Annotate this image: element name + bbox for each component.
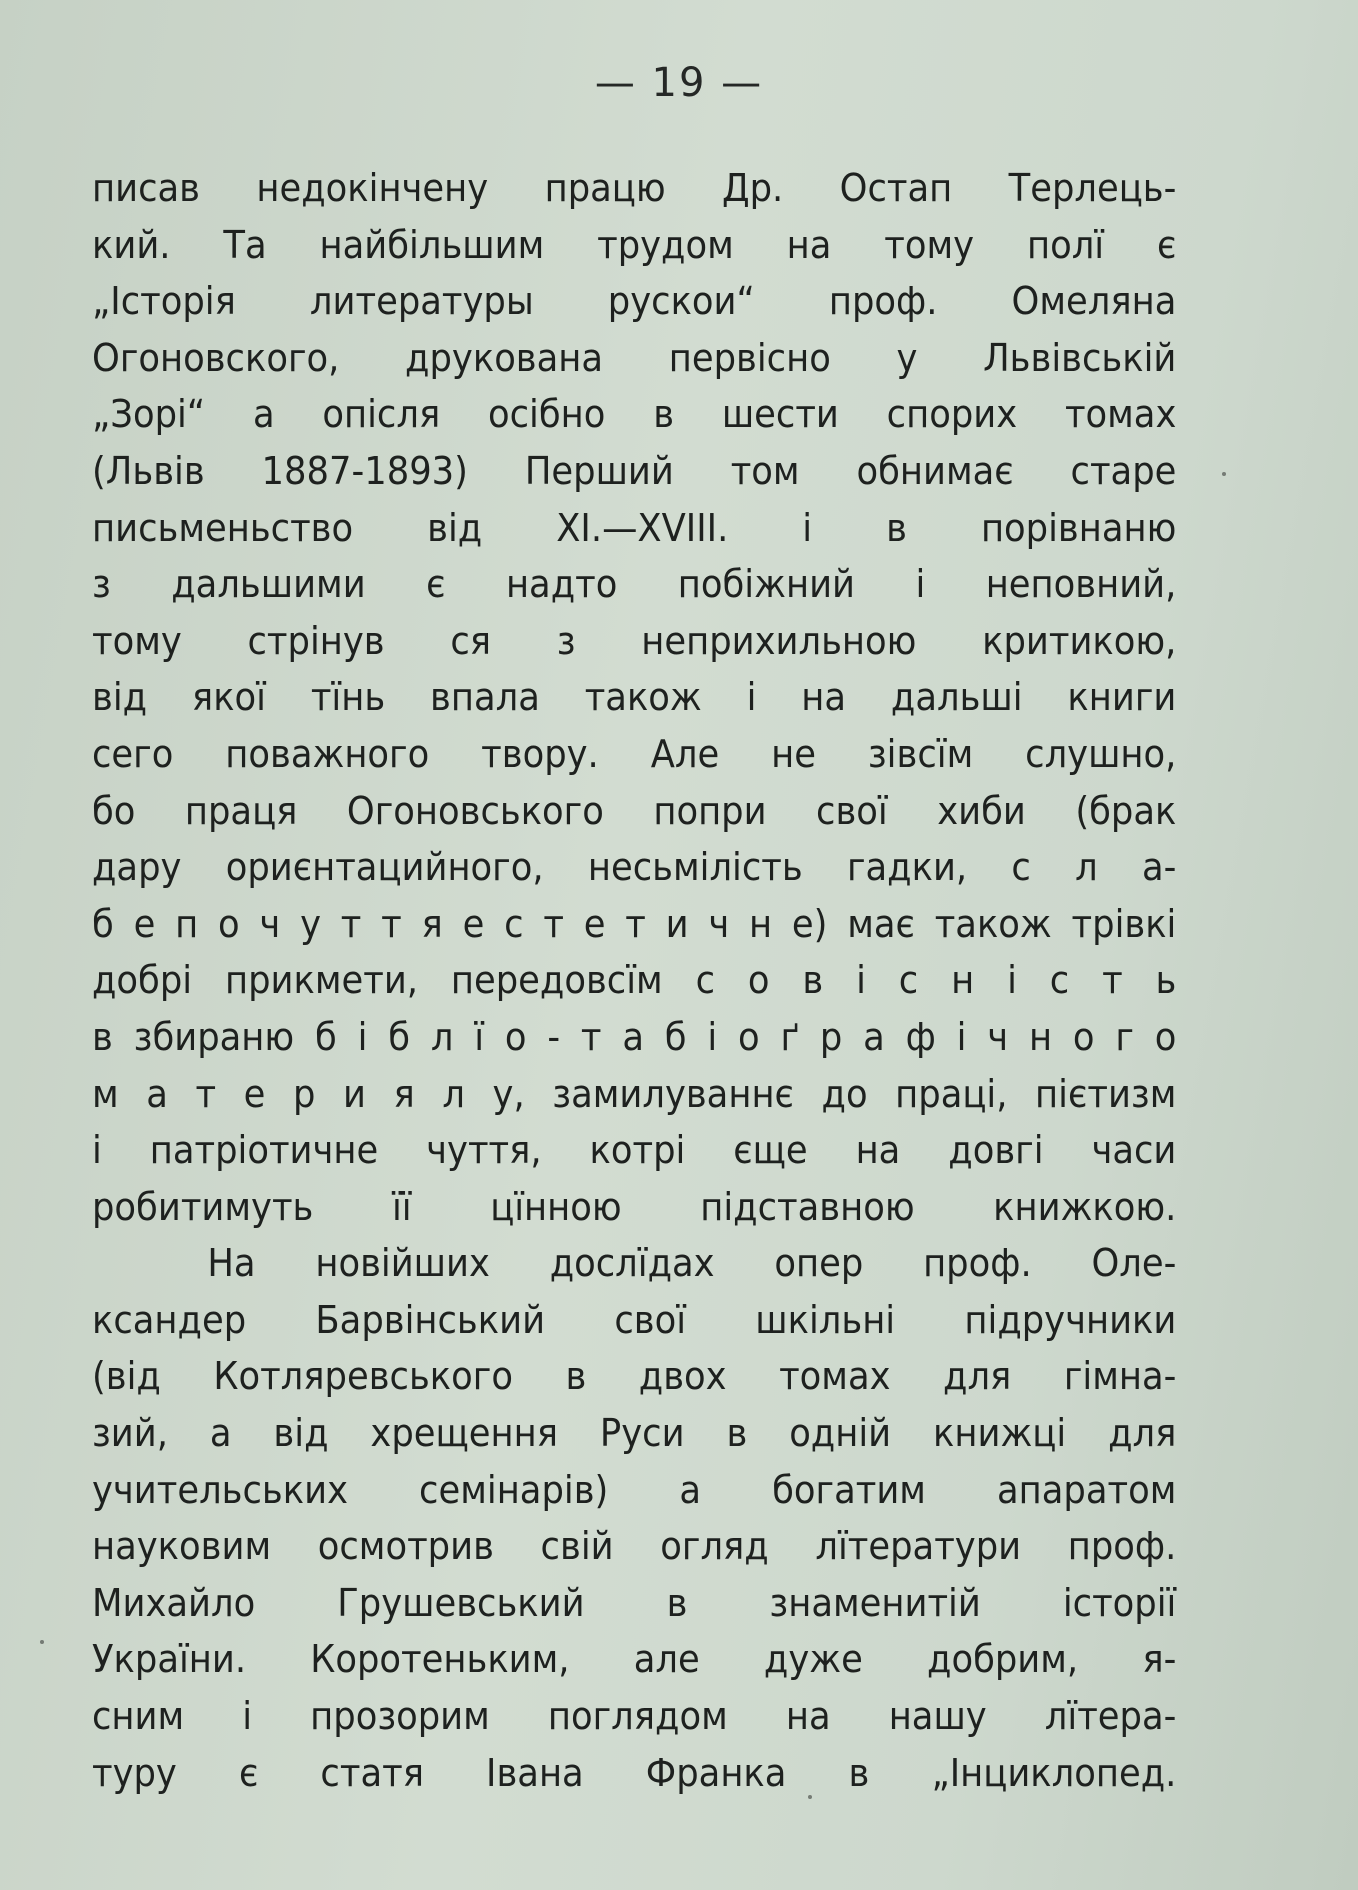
text-line: м а т е р и я л у, замилуваннє до праці, пієтизм — [92, 1071, 1177, 1116]
text-line: писав недокінчену працю Др. Остап Терлець- — [92, 166, 1177, 210]
text-line: робитимуть її цїнною підставною книжкою. — [92, 1184, 1177, 1229]
text-line: ксандер Барвінський свої шкільні підручники — [92, 1297, 1177, 1342]
text-line: України. Коротеньким, але дуже добрим, я- — [92, 1637, 1177, 1682]
text-line: (Львів 1887-1893) Перший том обнимає старе — [92, 448, 1177, 493]
text-line: від якої тїнь впала також і на дальші книги — [92, 675, 1177, 720]
text-line: Михайло Грушевський в знаменитій історії — [92, 1580, 1177, 1625]
paper-speck — [1222, 472, 1226, 476]
text-line: кий. Та найбільшим трудом на тому полї є — [92, 222, 1177, 267]
text-line: тому стрінув ся з неприхильною критикою, — [92, 618, 1177, 663]
text-line: учительських семінарів) а богатим апаратом — [92, 1467, 1177, 1512]
text-line: б е п о ч у т т я е с т е т и ч н е) має також трівкі — [92, 901, 1177, 946]
page-text — [92, 160, 1177, 1801]
text-line: (від Котляревського в двох томах для гімна- — [92, 1354, 1177, 1399]
text-line: Огоновского, друкована первісно у Львівській — [92, 335, 1177, 380]
page-number: — 19 — — [594, 60, 764, 106]
text-line: з дальшими є надто побіжний і неповний, — [92, 562, 1177, 607]
text-line: На новійших дослїдах опер проф. Оле- — [207, 1241, 1177, 1286]
text-line: „Зорі“ а опісля осібно в шести спорих томах — [92, 392, 1177, 437]
text-line: науковим осмотрив свій огляд лїтератури проф. — [92, 1524, 1177, 1569]
text-line: добрі прикмети, передовсїм с о в і с н і с т ь — [92, 958, 1177, 1003]
text-line: сего поважного твору. Але не зівсїм слушно, — [92, 731, 1177, 776]
paragraph-1 — [92, 160, 1177, 1235]
paper-speck — [808, 1795, 812, 1799]
text-line: „Історія литературы рускои“ проф. Омеляна — [92, 279, 1177, 324]
text-line: дару ориєнтацийного, несьмілість гадки, с л а- — [92, 845, 1177, 890]
text-line: письменьство від XI.—XVIII. і в порівнаню — [92, 505, 1177, 550]
paper-speck — [40, 1640, 44, 1644]
text-line: в збираню б і б л ї о - т а б і о ґ р а ф і ч н о г о — [92, 1014, 1177, 1059]
paragraph-2 — [92, 1235, 1177, 1801]
text-line: сним і прозорим поглядом на нашу лїтера- — [92, 1694, 1177, 1739]
text-line: зий, а від хрещення Руси в одній книжці для — [92, 1411, 1177, 1456]
text-line: і патріотичне чуття, котрі єще на довгі часи — [92, 1128, 1177, 1173]
text-line: туру є статя Івана Франка в „Інциклопед. — [92, 1750, 1177, 1795]
text-line: бо праця Огоновського попри свої хиби (брак — [92, 788, 1177, 833]
